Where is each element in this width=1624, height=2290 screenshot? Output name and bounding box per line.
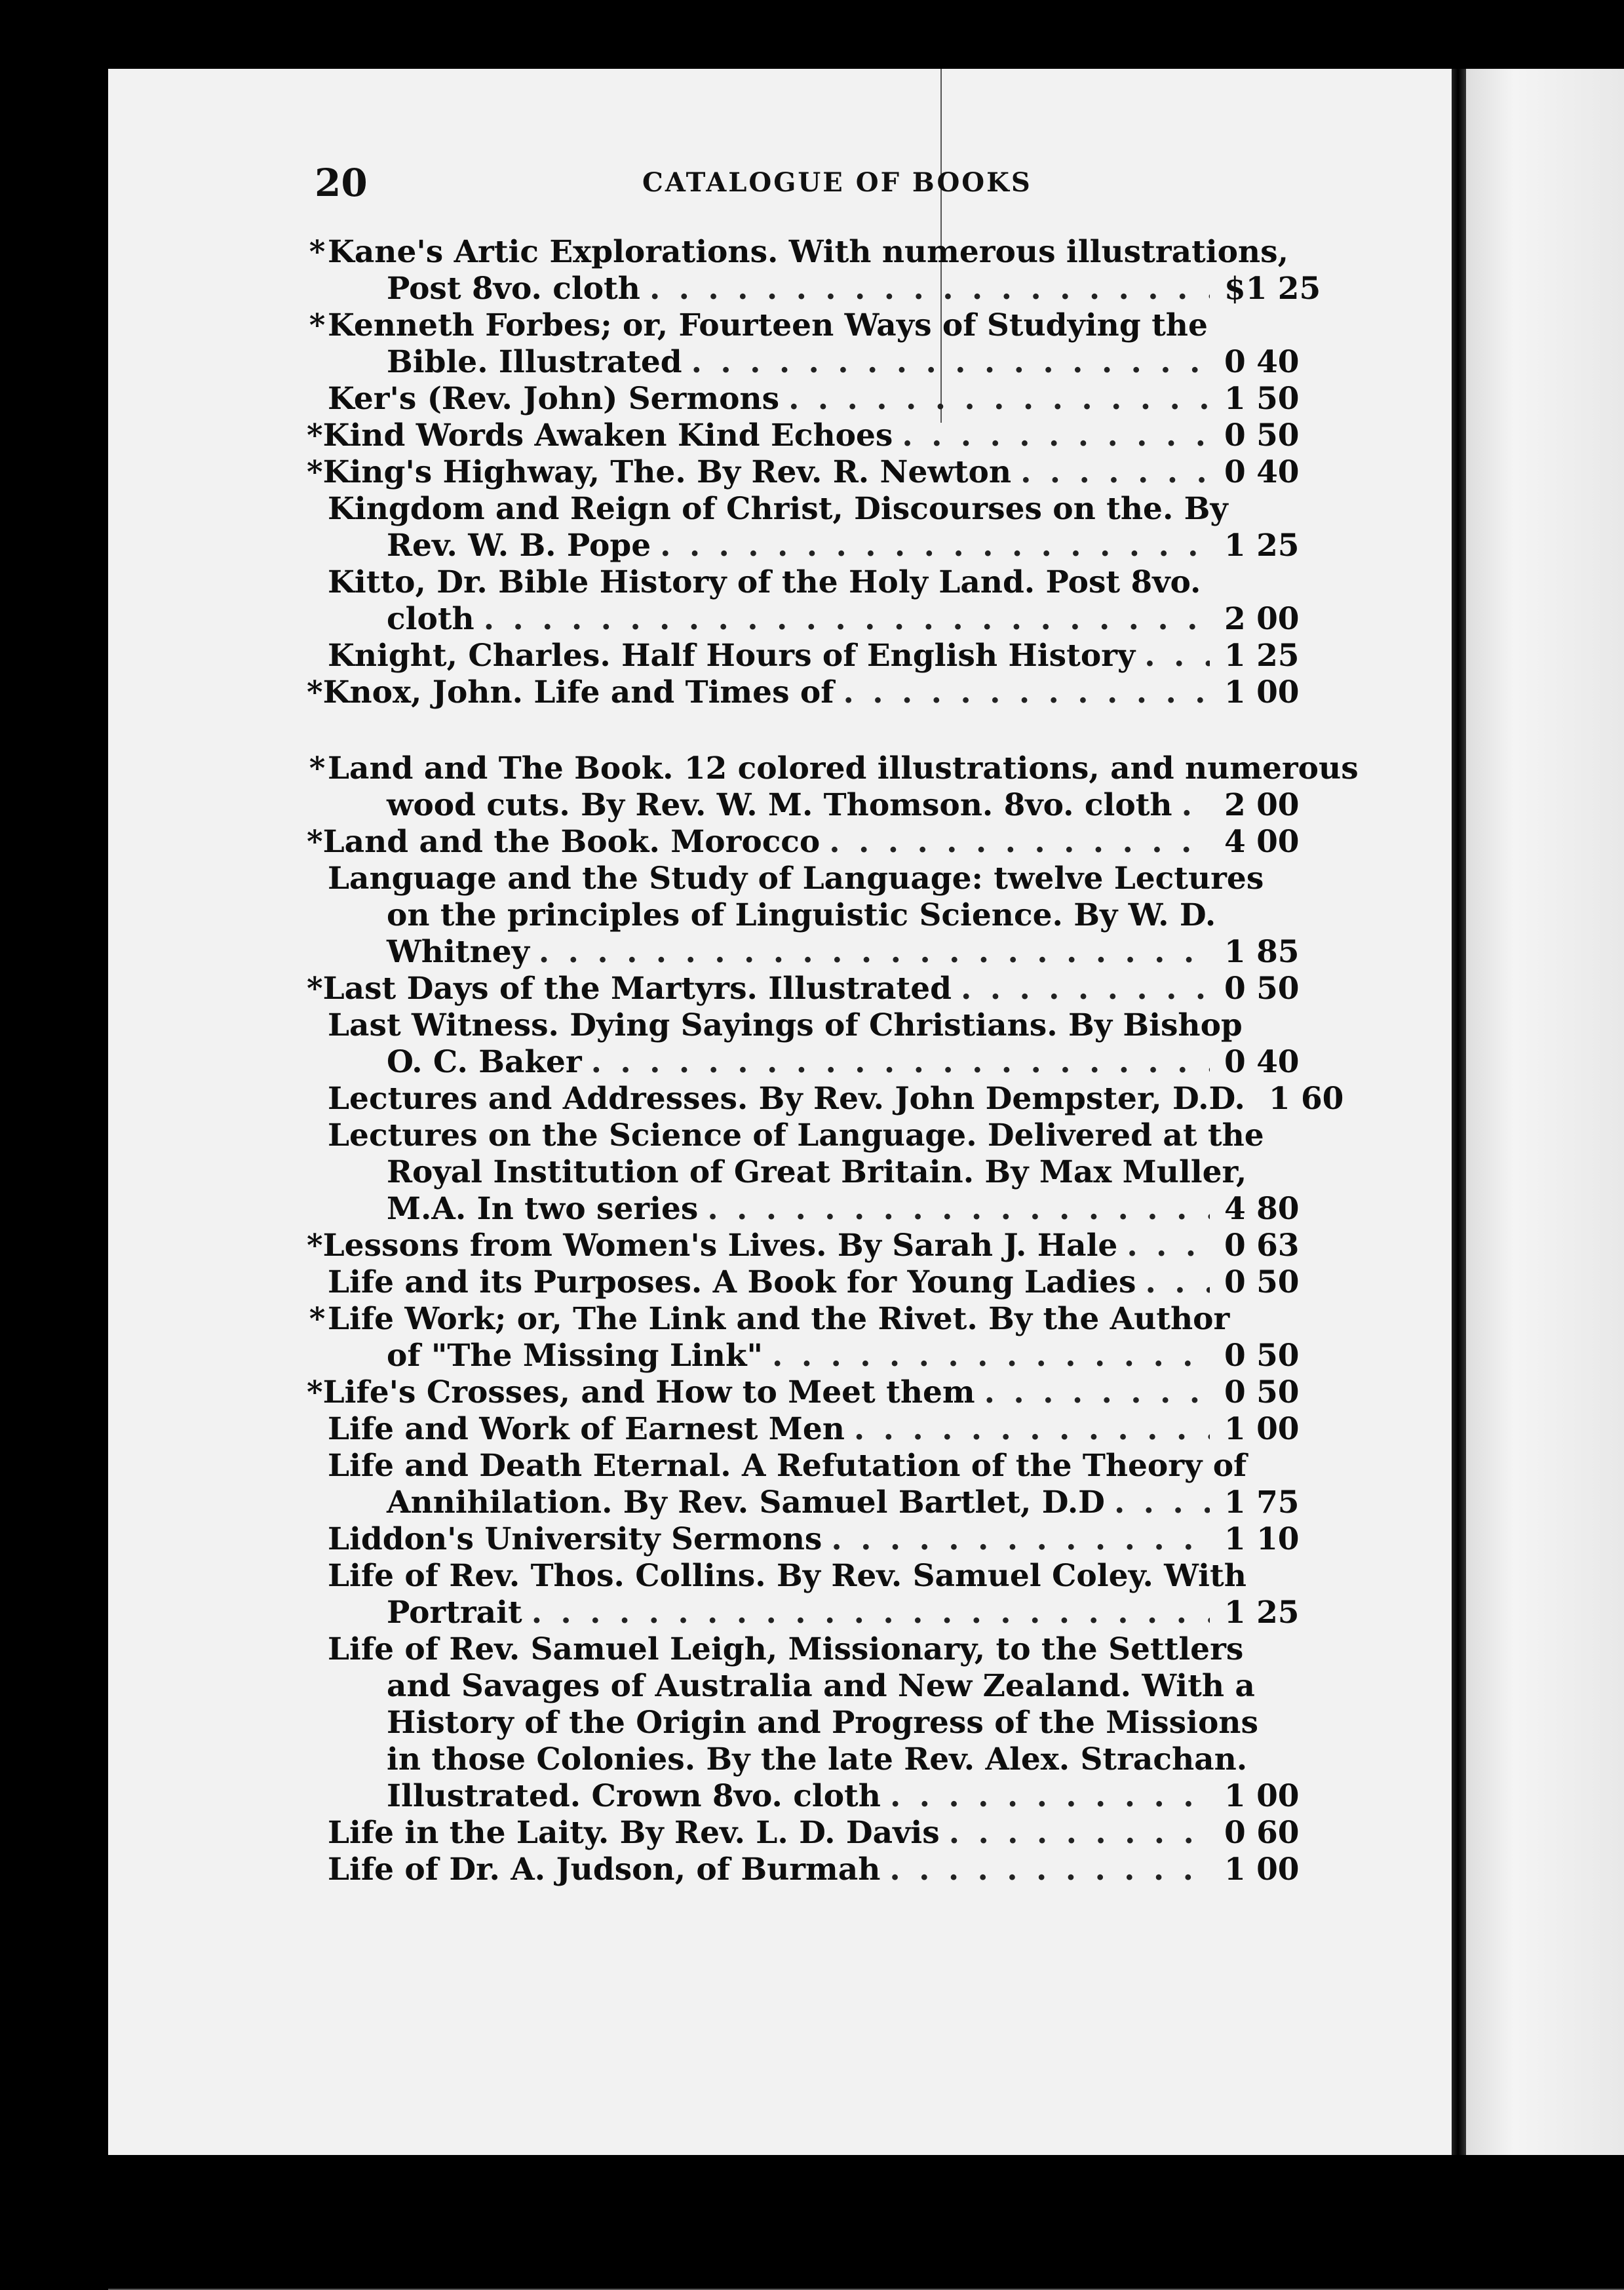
entry-text: Ker's (Rev. John) Sermons <box>328 381 780 417</box>
entry-text: Portrait <box>387 1595 522 1631</box>
running-head: CATALOGUE OF BOOKS <box>642 167 1032 198</box>
asterisk-marker: * <box>307 971 323 1007</box>
entry-price: 1 10 <box>1224 1521 1300 1557</box>
entry-title-line <box>307 1374 1329 1411</box>
entry-price: 0 60 <box>1224 1815 1300 1851</box>
entry-price: 1 00 <box>1224 1778 1300 1814</box>
entry-text: O. C. Baker <box>387 1044 582 1080</box>
entry-text: Lessons from Women's Lives. By Sarah J. Hale <box>322 1228 1118 1264</box>
asterisk-marker: * <box>307 674 323 710</box>
entry-text: Kingdom and Reign of Christ, Discourses on the. By <box>328 491 1228 527</box>
asterisk-marker: * <box>309 234 326 270</box>
entry-text: Liddon's University Sermons <box>328 1521 822 1557</box>
entry-title-line <box>307 417 1329 454</box>
catalog-entry <box>307 971 1329 1007</box>
dot-leader <box>829 824 1210 861</box>
entry-price: 4 80 <box>1224 1191 1300 1227</box>
entry-text: Life and Death Eternal. A Refutation of the Theory of <box>328 1448 1247 1484</box>
entry-text: Life and its Purposes. A Book for Young Ladies <box>328 1264 1136 1300</box>
catalog-entry <box>307 1411 1329 1448</box>
entry-title-line <box>307 491 1329 528</box>
asterisk-marker: * <box>309 750 326 786</box>
dot-leader <box>484 601 1210 638</box>
catalog-entry <box>307 861 1329 971</box>
entry-title-line <box>307 234 1329 271</box>
entry-title-line <box>307 1631 1329 1668</box>
entry-title-line <box>307 1228 1329 1264</box>
entry-title-line <box>307 1852 1329 1888</box>
entry-text: Life's Crosses, and How to Meet them <box>322 1374 975 1410</box>
dot-leader <box>843 674 1210 711</box>
asterisk-marker: * <box>309 1301 326 1337</box>
dot-leader <box>788 381 1210 417</box>
entry-text: Life and Work of Earnest Men <box>328 1411 845 1447</box>
entry-continuation-line <box>307 1338 1329 1374</box>
dot-leader <box>889 1852 1210 1888</box>
entry-continuation-line <box>307 1485 1329 1521</box>
asterisk-marker: * <box>307 1374 323 1410</box>
catalog-entry <box>307 1264 1329 1301</box>
catalog-entry <box>307 1448 1329 1521</box>
entry-continuation-line <box>307 1595 1329 1631</box>
entry-price: 0 50 <box>1224 1374 1300 1410</box>
dot-leader <box>831 1521 1210 1558</box>
dot-leader <box>949 1815 1210 1852</box>
entry-text: Bible. Illustrated <box>387 344 682 380</box>
entry-continuation-line <box>307 1154 1329 1191</box>
catalog-entry <box>307 1228 1329 1264</box>
catalog-entry <box>307 638 1329 674</box>
entry-continuation-line <box>307 1778 1329 1815</box>
entry-text: Last Days of the Martyrs. Illustrated <box>322 971 952 1007</box>
entry-text: Kind Words Awaken Kind Echoes <box>322 417 893 454</box>
page-fold <box>1466 69 1624 2155</box>
catalog-entry <box>307 234 1329 307</box>
catalog-entry <box>307 674 1329 711</box>
entry-price: 0 50 <box>1224 417 1300 454</box>
dot-leader <box>707 1191 1210 1228</box>
entry-continuation-line <box>307 1191 1329 1228</box>
dot-leader <box>1146 1264 1210 1301</box>
entry-text: Kane's Artic Explorations. With numerous illustrations, <box>328 234 1288 270</box>
asterisk-marker: * <box>309 307 326 343</box>
entry-title-line <box>307 1301 1329 1338</box>
entry-text: on the principles of Linguistic Science. By W. D. <box>387 897 1216 933</box>
entry-text: Land and The Book. 12 colored illustrations, and numerous <box>328 750 1359 786</box>
catalog-entry <box>307 1374 1329 1411</box>
entry-text: Knight, Charles. Half Hours of English History <box>328 638 1136 674</box>
dot-leader <box>1144 638 1210 674</box>
entry-continuation-line <box>307 1705 1329 1741</box>
entry-text: and Savages of Australia and New Zealand. With a <box>387 1668 1255 1704</box>
catalog-entry <box>307 307 1329 381</box>
dot-leader <box>660 528 1210 564</box>
entry-price: 0 40 <box>1224 1044 1300 1080</box>
page-header <box>315 161 1232 220</box>
entry-title-line <box>307 824 1329 861</box>
entry-text: Kenneth Forbes; or, Fourteen Ways of Studying the <box>328 307 1208 343</box>
entry-title-line <box>307 454 1329 491</box>
entry-price: 4 00 <box>1224 824 1300 860</box>
binding-spine <box>1452 69 1466 2155</box>
entry-price: 0 63 <box>1224 1228 1300 1264</box>
dot-leader <box>1182 787 1210 824</box>
entry-text: History of the Origin and Progress of the Missions <box>387 1705 1258 1741</box>
entry-text: Royal Institution of Great Britain. By Max Muller, <box>387 1154 1247 1190</box>
entry-price: 1 50 <box>1224 381 1300 417</box>
entry-text: Life of Rev. Samuel Leigh, Missionary, to the Settlers <box>328 1631 1244 1667</box>
entry-title-line <box>307 638 1329 674</box>
entry-title-line <box>307 1815 1329 1852</box>
entry-continuation-line <box>307 528 1329 564</box>
asterisk-marker: * <box>307 1228 323 1264</box>
entry-title-line <box>307 1521 1329 1558</box>
entry-text: Language and the Study of Language: twelve Lectures <box>328 861 1264 897</box>
entry-price: 0 40 <box>1224 454 1300 490</box>
dot-leader <box>984 1374 1210 1411</box>
dot-leader <box>691 344 1210 381</box>
catalog-entry <box>307 1117 1329 1228</box>
dot-leader <box>649 271 1210 307</box>
entry-price: 1 85 <box>1224 934 1300 970</box>
dot-leader <box>1020 454 1210 491</box>
catalog-entry <box>307 750 1359 824</box>
entry-title-line <box>307 1264 1329 1301</box>
catalog-entry <box>307 1558 1329 1631</box>
dot-leader <box>772 1338 1210 1374</box>
entry-price: 1 25 <box>1224 1595 1300 1631</box>
catalog-entry <box>307 381 1329 417</box>
entry-continuation-line <box>307 787 1329 824</box>
catalog-entry <box>307 1521 1329 1558</box>
entry-text: Kitto, Dr. Bible History of the Holy Land. Post 8vo. <box>328 564 1201 600</box>
entry-text: Knox, John. Life and Times of <box>322 674 834 710</box>
entry-title-line <box>307 1411 1329 1448</box>
entry-title-line <box>307 1081 1344 1117</box>
catalog-entry <box>307 1631 1329 1815</box>
entry-price: 1 00 <box>1224 1852 1300 1888</box>
asterisk-marker: * <box>307 824 323 860</box>
entry-continuation-line <box>307 1741 1329 1778</box>
entry-text: Lectures and Addresses. By Rev. John Dempster, D.D. <box>328 1081 1245 1117</box>
entry-continuation-line <box>307 1044 1329 1081</box>
entry-text: Last Witness. Dying Sayings of Christians. By Bishop <box>328 1007 1243 1043</box>
entry-text: Lectures on the Science of Language. Delivered at the <box>328 1117 1264 1154</box>
entry-text: King's Highway, The. By Rev. R. Newton <box>322 454 1012 490</box>
entry-title-line <box>307 861 1329 897</box>
entry-title-line <box>307 307 1329 344</box>
catalog-entry <box>307 454 1329 491</box>
entry-text: cloth <box>387 601 474 637</box>
dot-leader <box>961 971 1210 1007</box>
entry-price: 0 50 <box>1224 971 1300 1007</box>
entry-continuation-line <box>307 344 1329 381</box>
entry-title-line <box>307 750 1359 787</box>
entry-text: Life of Rev. Thos. Collins. By Rev. Samuel Coley. With <box>328 1558 1247 1594</box>
dot-leader <box>1127 1228 1210 1264</box>
entry-title-line <box>307 1558 1329 1595</box>
catalog-list <box>307 234 1359 1888</box>
entry-price: 1 75 <box>1224 1485 1300 1521</box>
entry-continuation-line <box>307 897 1329 934</box>
entry-text: Rev. W. B. Pope <box>387 528 651 564</box>
entry-title-line <box>307 674 1329 711</box>
entry-title-line <box>307 381 1329 417</box>
entry-continuation-line <box>307 271 1329 307</box>
entry-price: 1 25 <box>1224 638 1300 674</box>
entry-text: Land and the Book. Morocco <box>322 824 821 860</box>
entry-title-line <box>307 1117 1329 1154</box>
catalog-entry <box>307 1301 1329 1374</box>
entry-text: Illustrated. Crown 8vo. cloth <box>387 1778 881 1814</box>
entry-price: 0 50 <box>1224 1338 1300 1374</box>
entry-price: 2 00 <box>1224 601 1300 637</box>
entry-text: Life of Dr. A. Judson, of Burmah <box>328 1852 881 1888</box>
entry-continuation-line <box>307 1668 1329 1705</box>
entry-price: 0 40 <box>1224 344 1300 380</box>
asterisk-marker: * <box>307 417 323 454</box>
dot-leader <box>854 1411 1210 1448</box>
dot-leader <box>539 934 1210 971</box>
entry-text: wood cuts. By Rev. W. M. Thomson. 8vo. cloth <box>387 787 1172 823</box>
entry-price: 1 25 <box>1224 528 1300 564</box>
section-gap <box>307 711 1329 750</box>
catalog-entry <box>307 564 1329 638</box>
entry-price: 2 00 <box>1224 787 1300 823</box>
entry-text: Annihilation. By Rev. Samuel Bartlet, D.D <box>387 1485 1105 1521</box>
entry-price: $1 25 <box>1224 271 1321 307</box>
catalog-entry <box>307 824 1329 861</box>
entry-price: 0 50 <box>1224 1264 1300 1300</box>
entry-text: Whitney <box>387 934 530 970</box>
entry-title-line <box>307 1448 1329 1485</box>
entry-text: Life Work; or, The Link and the Rivet. By the Author <box>328 1301 1230 1337</box>
entry-continuation-line <box>307 934 1329 971</box>
entry-text: M.A. In two series <box>387 1191 699 1227</box>
catalog-entry <box>307 1815 1329 1852</box>
entry-text: of "The Missing Link" <box>387 1338 764 1374</box>
entry-title-line <box>307 564 1329 601</box>
dot-leader <box>902 417 1210 454</box>
catalog-entry <box>307 417 1329 454</box>
catalog-entry <box>307 1081 1344 1117</box>
dot-leader <box>591 1044 1210 1081</box>
dot-leader <box>532 1595 1210 1631</box>
entry-text: in those Colonies. By the late Rev. Alex. Strachan. <box>387 1741 1248 1777</box>
catalog-entry <box>307 491 1329 564</box>
entry-price: 1 00 <box>1224 674 1300 710</box>
catalog-entry <box>307 1007 1329 1081</box>
catalog-entry <box>307 1852 1329 1888</box>
asterisk-marker: * <box>307 454 323 490</box>
page-number: 20 <box>315 161 368 205</box>
entry-title-line <box>307 1007 1329 1044</box>
entry-price: 1 60 <box>1268 1081 1344 1117</box>
entry-text: Post 8vo. cloth <box>387 271 640 307</box>
entry-title-line <box>307 971 1329 1007</box>
dot-leader <box>890 1778 1210 1815</box>
entry-text: Life in the Laity. By Rev. L. D. Davis <box>328 1815 940 1851</box>
entry-continuation-line <box>307 601 1329 638</box>
dot-leader <box>1114 1485 1210 1521</box>
entry-price: 1 00 <box>1224 1411 1300 1447</box>
